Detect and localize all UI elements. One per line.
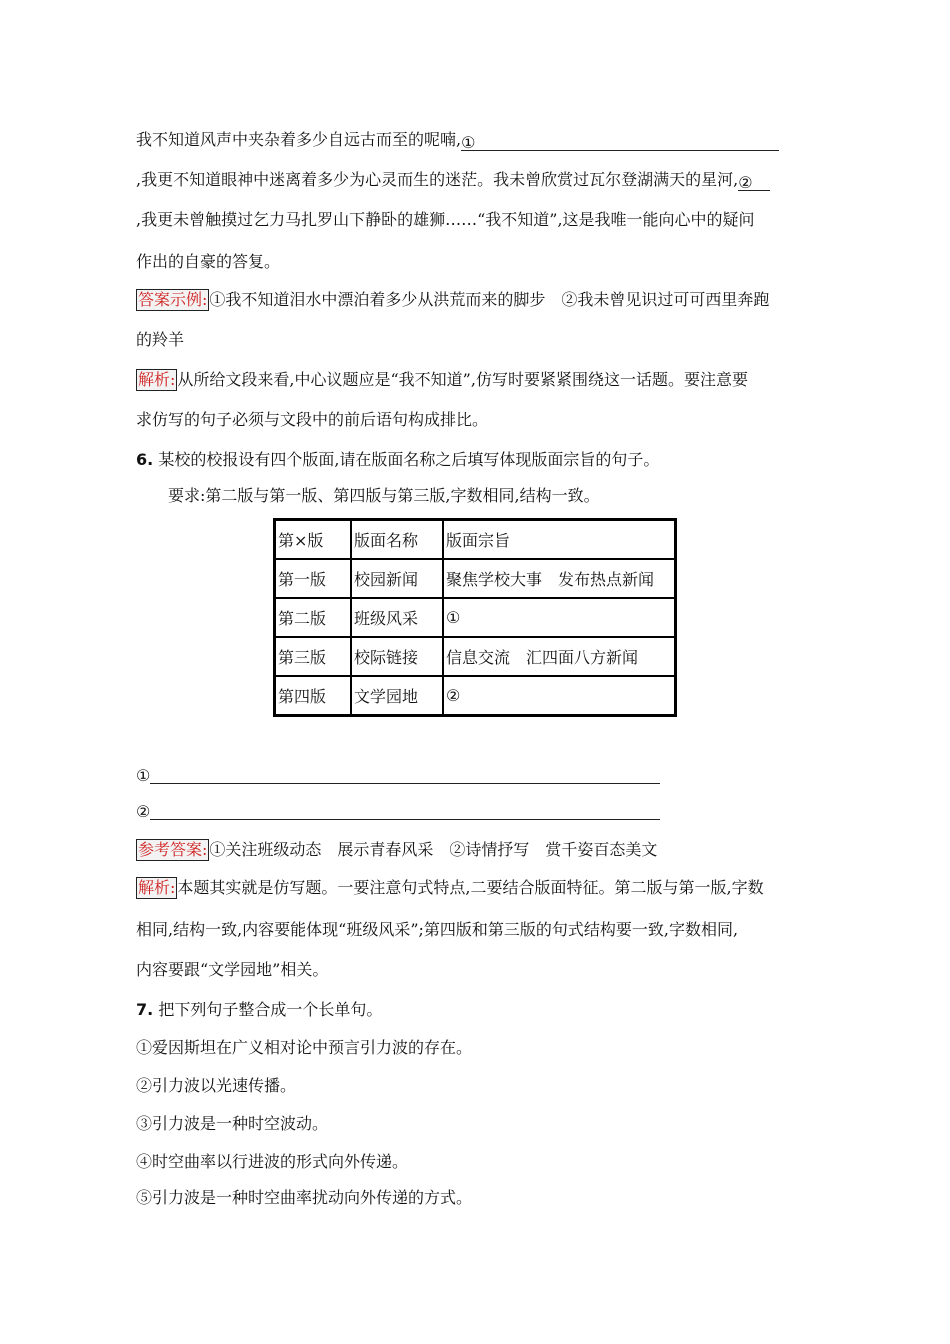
reference-answer-tag: 参考答案: <box>138 840 208 859</box>
q5-line-1: 我不知道风声中夹杂着多少自远古而至的呢喃,① <box>136 128 808 152</box>
q5-answer: 答案示例: ①我不知道泪水中漂泊着多少从洪荒而来的脚步 ②我未曾见识过可可西里奔跑 <box>138 290 770 309</box>
question-number: 7. <box>136 1000 154 1019</box>
q6-analysis: 解析: 本题其实就是仿写题。一要注意句式特点,二要结合版面特征。第二版与第一版,字数 <box>138 878 764 897</box>
answer-blank-2[interactable]: ② <box>738 171 770 191</box>
table-row: 第三版 校际链接 信息交流 汇四面八方新闻 <box>275 637 676 676</box>
list-item: ⑤引力波是一种时空曲率扰动向外传递的方式。 <box>136 1188 473 1207</box>
answer-blank-1[interactable] <box>150 764 660 784</box>
q5-analysis: 解析: 从所给文段来看,中心议题应是“我不知道”,仿写时要紧紧围绕这一话题。要注意要 <box>138 370 748 389</box>
list-item: ①爱因斯坦在广义相对论中预言引力波的存在。 <box>136 1038 473 1057</box>
q6-requirement: 要求:第二版与第一版、第四版与第三版,字数相同,结构一致。 <box>168 486 600 505</box>
analysis-tag: 解析: <box>138 370 176 389</box>
answer-blank-2[interactable] <box>150 800 660 820</box>
q5-line-3: ,我更未曾触摸过乞力马扎罗山下静卧的雄狮……“我不知道”,这是我唯一能向心中的疑问 <box>136 210 755 229</box>
answer-blank-1[interactable]: ① <box>461 131 779 151</box>
list-item: ③引力波是一种时空波动。 <box>136 1114 329 1133</box>
table-row: 第一版 校园新闻 聚焦学校大事 发布热点新闻 <box>275 559 676 598</box>
table-row: 第四版 文学园地 ② <box>275 676 676 716</box>
table-row: 第二版 班级风采 ① <box>275 598 676 637</box>
q6-analysis-cont-2: 内容要跟“文学园地”相关。 <box>136 960 329 979</box>
q6-analysis-cont-1: 相同,结构一致,内容要能体现“班级风采”;第四版和第三版的句式结构要一致,字数相同, <box>136 920 739 939</box>
list-item: ④时空曲率以行进波的形式向外传递。 <box>136 1152 409 1171</box>
question-number: 6. <box>136 450 154 469</box>
q7-question: 7. 把下列句子整合成一个长单句。 <box>136 1000 383 1019</box>
q6-question: 6. 某校的校报设有四个版面,请在版面名称之后填写体现版面宗旨的句子。 <box>136 450 660 469</box>
list-item: ②引力波以光速传播。 <box>136 1076 297 1095</box>
q5-line-2: ,我更不知道眼神中迷离着多少为心灵而生的迷茫。我未曾欣赏过瓦尔登湖满天的星河,② <box>136 168 808 192</box>
q5-answer-cont: 的羚羊 <box>136 330 185 349</box>
newspaper-layout-table <box>273 518 677 717</box>
q6-blank-line-2: ② <box>136 800 808 824</box>
q5-line-4: 作出的自豪的答复。 <box>136 252 281 271</box>
q5-analysis-cont: 求仿写的句子必须与文段中的前后语句构成排比。 <box>136 410 489 429</box>
q6-blank-line-1: ① <box>136 764 808 788</box>
table-row: 第×版 版面名称 版面宗旨 <box>275 520 676 560</box>
q6-answer: 参考答案: ①关注班级动态 展示青春风采 ②诗情抒写 赏千姿百态美文 <box>138 840 658 859</box>
analysis-tag: 解析: <box>138 878 176 897</box>
answer-example-tag: 答案示例: <box>138 290 208 309</box>
